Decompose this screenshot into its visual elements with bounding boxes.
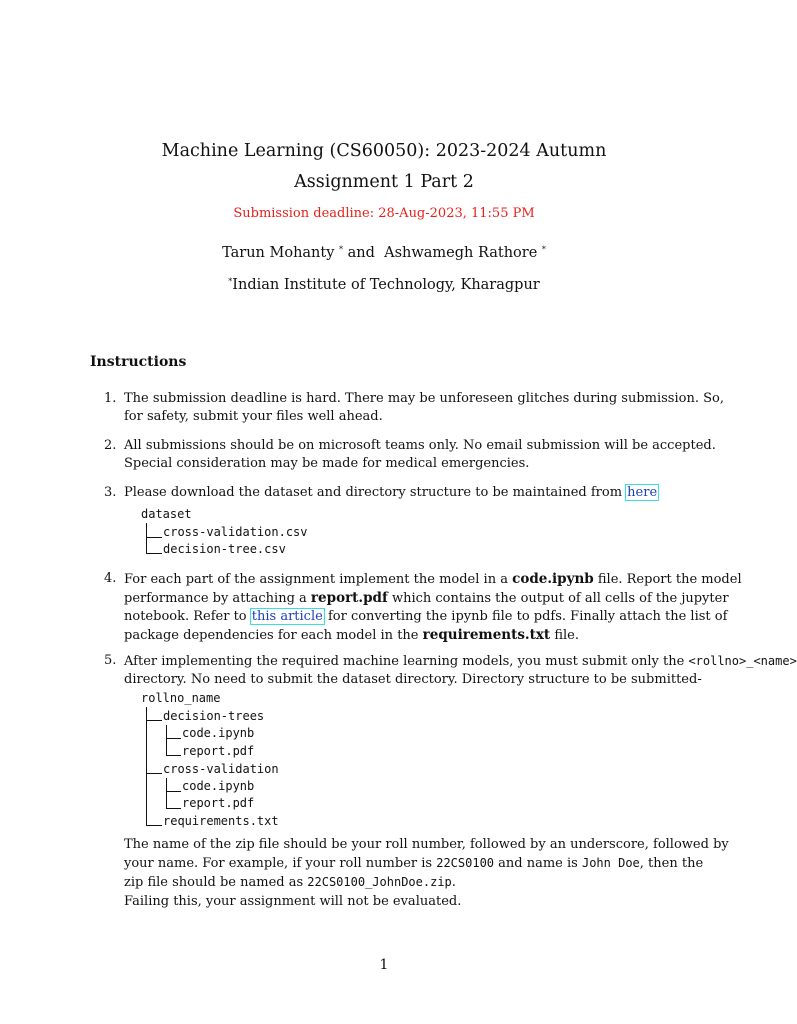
paragraph-line: Failing this, your assignment will not be evaluated. xyxy=(124,894,462,909)
list-number: 2. xyxy=(104,438,117,453)
list-number: 1. xyxy=(104,391,117,406)
paragraph-text: and name is xyxy=(498,856,578,871)
item-4-text: package dependencies for each model in the xyxy=(124,628,419,643)
filename-code-ipynb: code.ipynb xyxy=(512,571,594,587)
author-1: Tarun Mohanty xyxy=(222,245,335,261)
affiliation xyxy=(0,277,768,293)
item-2-line-1: All submissions should be on microsoft teams only. No email submission will be accepted. xyxy=(124,438,716,453)
tree-connector xyxy=(166,755,181,756)
tree-connector xyxy=(166,738,181,739)
section-heading-instructions: Instructions xyxy=(90,354,187,370)
item-4-text: file. xyxy=(554,628,579,643)
tree-directory: decision-trees xyxy=(163,709,265,723)
author-1-mark: * xyxy=(339,245,344,254)
tree-file: requirements.txt xyxy=(163,814,279,828)
list-number: 3. xyxy=(104,485,117,500)
paragraph-text: zip file should be named as xyxy=(124,875,304,890)
directory-name-code: <rollno>_<name> xyxy=(688,654,797,668)
tree-file: code.ipynb xyxy=(182,726,255,740)
author-separator: and xyxy=(347,245,375,261)
tree-connector xyxy=(146,537,162,538)
tree-connector xyxy=(166,725,167,756)
list-number: 5. xyxy=(104,653,117,668)
affiliation-text: Indian Institute of Technology, Kharagpur xyxy=(232,277,540,293)
item-5-text: After implementing the required machine learning models, you must submit only the xyxy=(124,654,685,669)
tree-file: report.pdf xyxy=(182,744,255,758)
tree-connector xyxy=(146,707,147,826)
tree-connector xyxy=(146,553,162,554)
tree-connector xyxy=(146,773,162,774)
author-2-mark: * xyxy=(541,245,546,254)
filename-report-pdf: report.pdf xyxy=(310,590,388,606)
item-4-text: which contains the output of all cells of the jupyter xyxy=(391,591,729,606)
article-link[interactable]: this article xyxy=(251,609,323,624)
item-4-text: performance by attaching a xyxy=(124,591,307,606)
paper-subtitle: Assignment 1 Part 2 xyxy=(294,172,474,192)
item-4-text: for converting the ipynb file to pdfs. Finally attach the list of xyxy=(327,609,728,624)
example-name: John Doe xyxy=(581,856,640,870)
tree-connector xyxy=(166,778,167,809)
filename-requirements: requirements.txt xyxy=(422,627,551,643)
tree-directory: cross-validation xyxy=(163,762,279,776)
item-5-text: directory. No need to submit the dataset directory. Directory structure to be submitted- xyxy=(124,672,702,687)
item-4-text: notebook. Refer to xyxy=(124,609,247,624)
authors xyxy=(0,245,768,261)
item-1-line-2: for safety, submit your files well ahead. xyxy=(124,409,383,424)
tree-connector xyxy=(146,825,162,826)
tree-connector xyxy=(146,720,162,721)
tree-file: decision-tree.csv xyxy=(163,542,286,556)
tree-root: rollno_name xyxy=(141,691,221,705)
paragraph-line: The name of the zip file should be your roll number, followed by an underscore, followed by xyxy=(124,837,729,852)
affiliation-mark: * xyxy=(228,277,233,286)
tree-connector xyxy=(146,523,147,553)
tree-connector xyxy=(166,791,181,792)
tree-root: dataset xyxy=(141,507,192,521)
item-3-text: Please download the dataset and directory structure to be maintained from xyxy=(124,485,623,500)
author-2: Ashwamegh Rathore xyxy=(384,245,538,261)
item-4-text: file. Report the model xyxy=(597,572,742,587)
tree-file: report.pdf xyxy=(182,796,255,810)
paragraph-text: your name. For example, if your roll number is xyxy=(124,856,433,871)
tree-file: code.ipynb xyxy=(182,779,255,793)
paragraph-text: , then the xyxy=(639,856,704,871)
dataset-download-link[interactable]: here xyxy=(627,485,658,500)
item-4-text: For each part of the assignment implement the model in a xyxy=(124,572,508,587)
example-zip-filename: 22CS0100_JohnDoe.zip xyxy=(307,875,452,889)
submission-deadline: Submission deadline: 28-Aug-2023, 11:55 PM xyxy=(233,206,535,221)
tree-connector xyxy=(166,808,181,809)
example-roll-number: 22CS0100 xyxy=(436,856,495,870)
item-1-line-1: The submission deadline is hard. There may be unforeseen glitches during submission. So, xyxy=(124,391,724,406)
tree-file: cross-validation.csv xyxy=(163,525,308,539)
paper-title: Machine Learning (CS60050): 2023-2024 Autumn xyxy=(161,141,607,161)
paragraph-text: . xyxy=(451,875,456,890)
page-number: 1 xyxy=(379,957,389,973)
item-2-line-2: Special consideration may be made for medical emergencies. xyxy=(124,456,530,471)
list-number: 4. xyxy=(104,571,117,586)
